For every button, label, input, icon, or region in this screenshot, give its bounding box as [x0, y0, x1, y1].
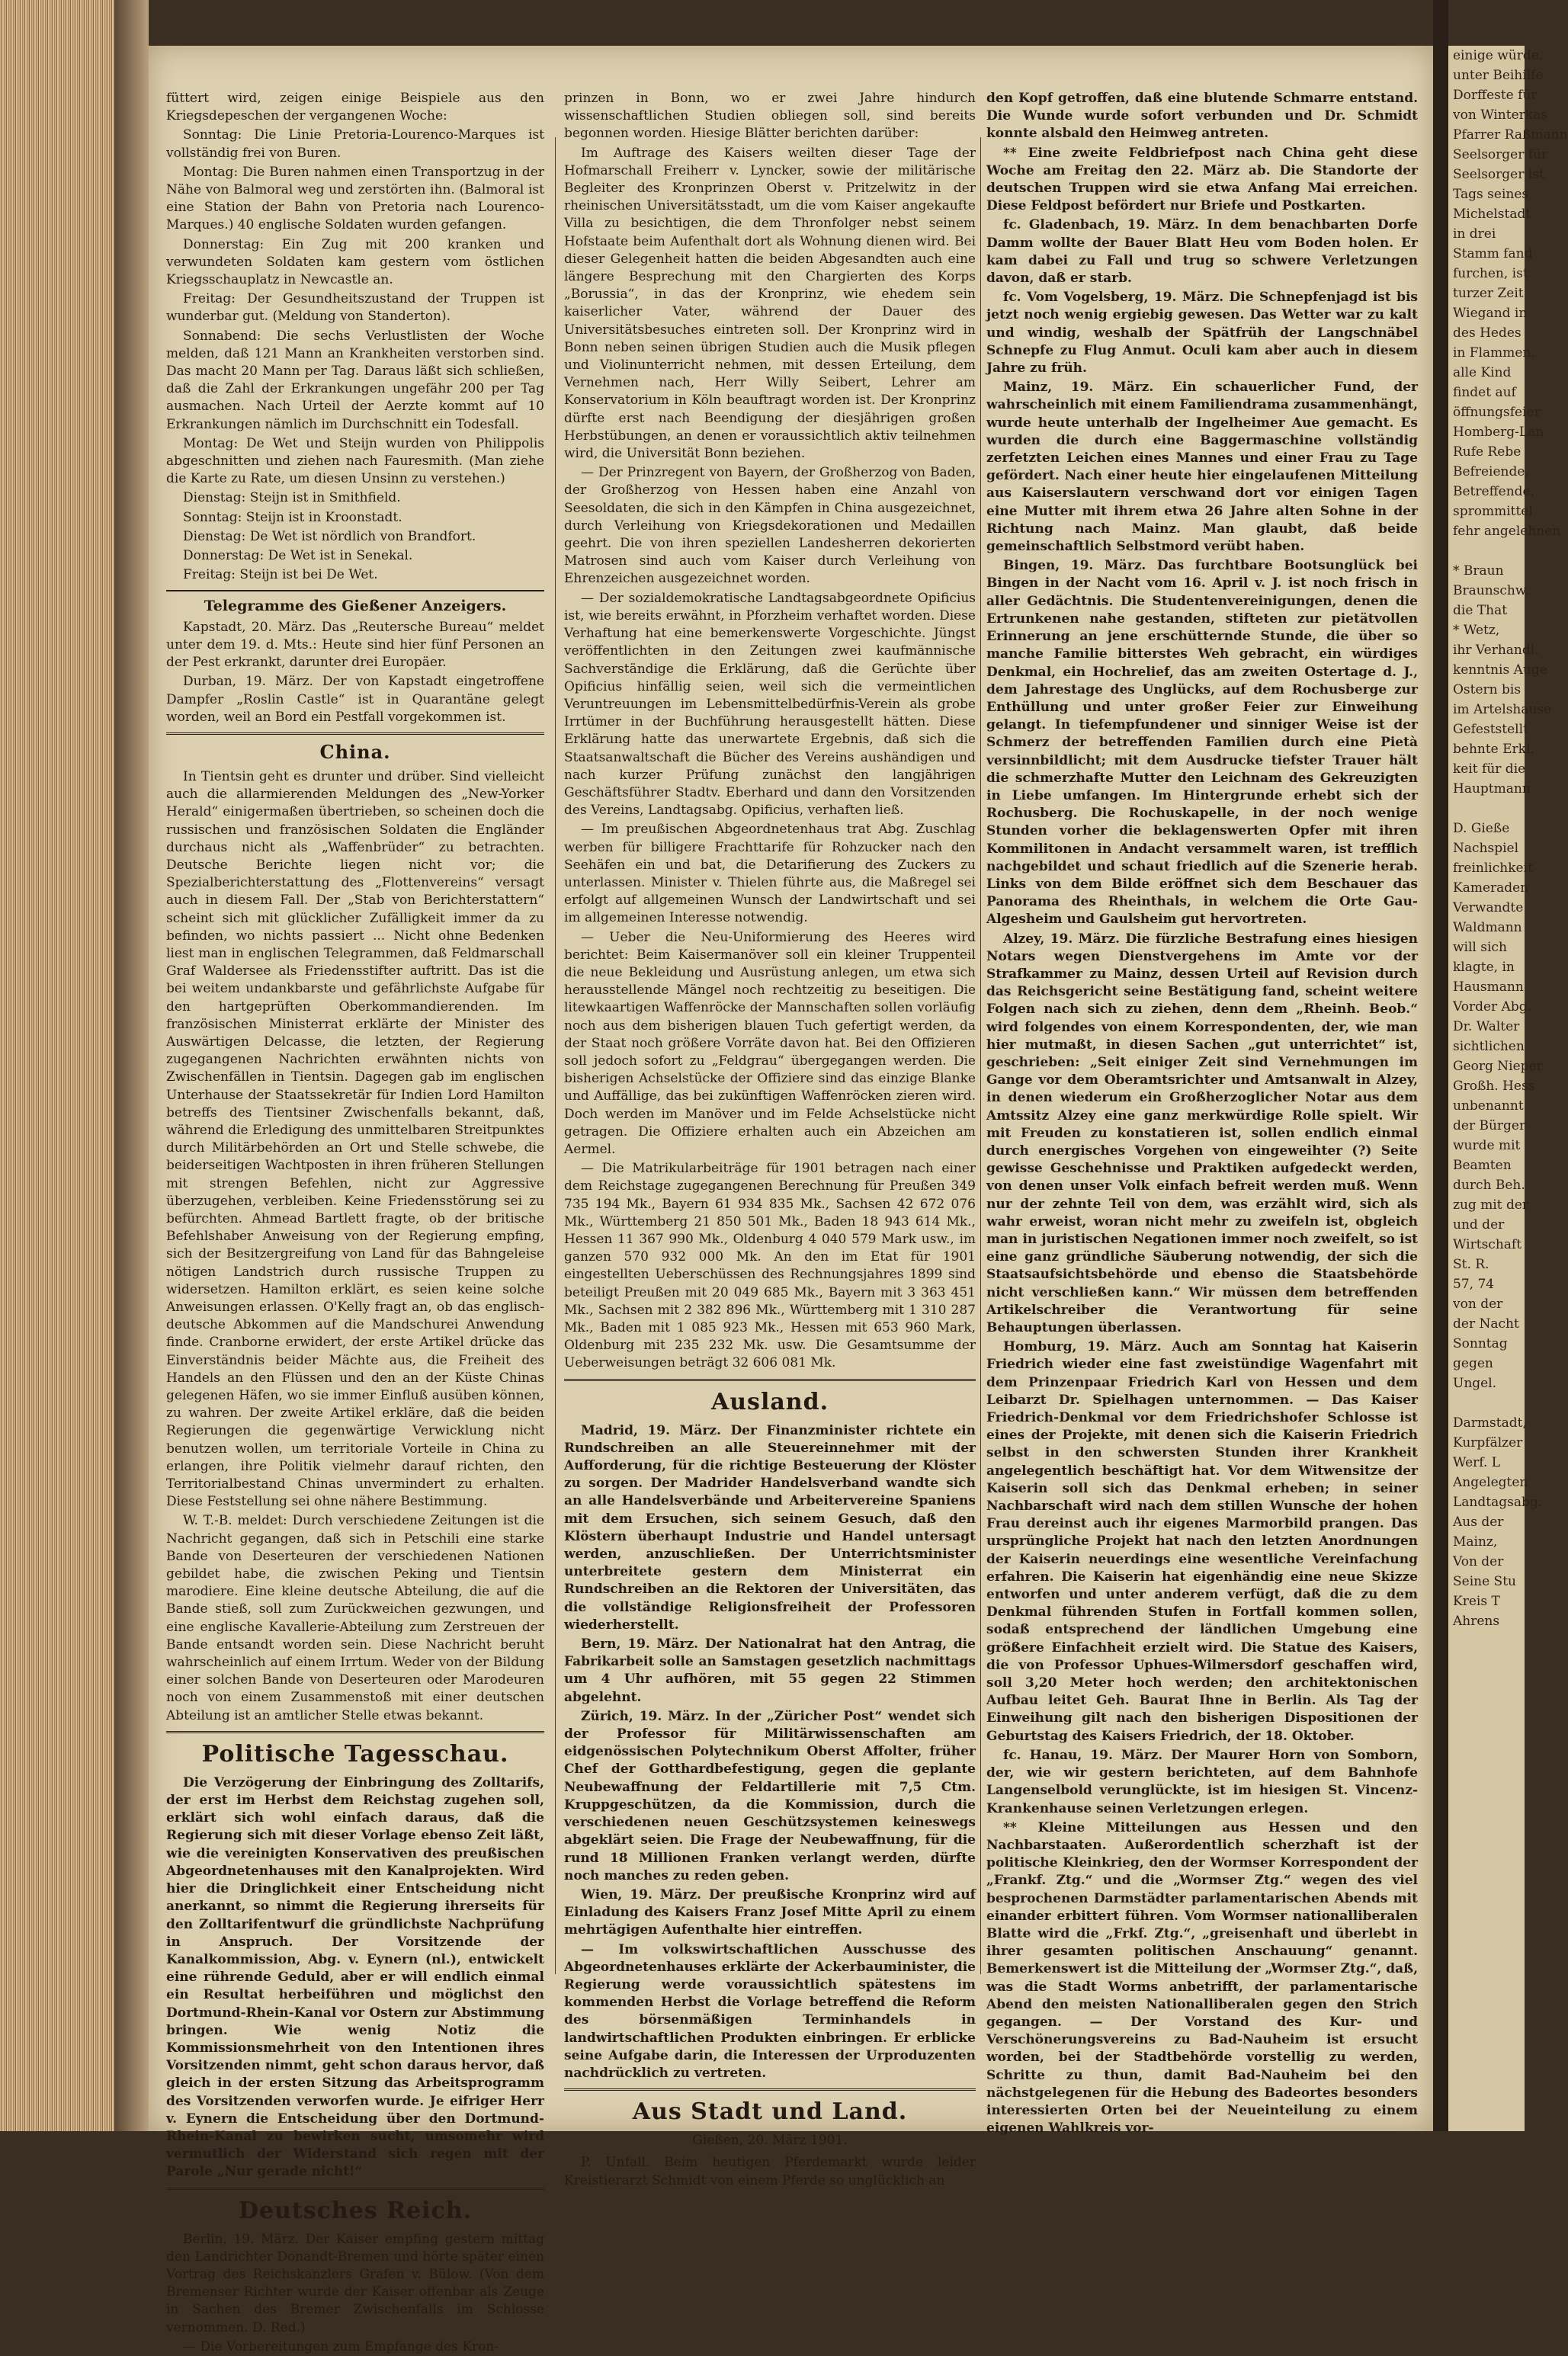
fragment-line: Ungel. [1453, 1376, 1497, 1391]
article-paragraph: Madrid, 19. März. Der Finanzminister richtete ein Rundschreiben an alle Steuereinnehmer mit der Aufforderung, für die richtige Besteuerung der Klöster zu sorgen. Der Madrider Handelsverband wandte sich an alle Handelsverbände und Arbeitervereine Spaniens mit dem Ersuchen, sich seinem Gesuch, daß den Klöstern überhaupt Industrie und Handel untersagt werden, anzuschließen. Der Unterrichtsminister unterbreitete gestern dem Ministerrat ein Rundschreiben an die Rektoren der Universitäten, das die vollständige Religionsfreiheit der Professoren wiederherstellt. [564, 1422, 976, 1633]
german-reich-heading: Deutsches Reich. [238, 2197, 473, 2224]
article-paragraph: — Die Matrikularbeiträge für 1901 betragen nach einer dem Reichstage zugegangenen Berechnung für Preußen 349 735 194 Mk., Bayern 61 934 835 Mk., Sachsen 42 672 076 Mk., Württemberg 21 850 501 Mk., Baden 18 943 614 Mk., Hessen 11 367 990 Mk., Oldenburg 4 040 579 Mark usw., im ganzen 570 932 000 Mk. An den im Etat für 1901 eingestellten Ueberschüssen des Rechnungsjahres 1899 sind beteiligt Preußen mit 20 049 685 Mk., Bayern mit 3 363 451 Mk., Sachsen mit 2 382 896 Mk., Württemberg mit 1 310 287 Mk., Baden mit 1 085 923 Mk., Hessen mit 653 960 Mark, Oldenburg mit 235 232 Mk. usw. Die Gesamtsumme der Ueberweisungen beträgt 32 606 081 Mk. [564, 1161, 976, 1371]
fragment-line: 57, 74 [1453, 1277, 1495, 1292]
article-paragraph: Wien, 19. März. Der preußische Kronprinz wird auf Einladung des Kaisers Franz Josef Mitte April zu einem mehrtägigen Aufenthalte hier eintreffen. [564, 1886, 976, 1938]
fragment-line: und der [1453, 1217, 1505, 1232]
article-paragraph: Berlin, 19. März. Der Kaiser empfing gestern mittag den Landrichter Donandt-Bremen und hörte später einen Vortrag des Reichskanzlers Grafen v. Bülow. (Von dem Bremenser Richter wurde der Kaiser offenbar als Zeuge in Sachen des Bremer Zwischenfalls im Schlosse vernommen. D. Red.) [166, 2231, 544, 2335]
article-paragraph: Freitag: Der Gesundheitszustand der Truppen ist wunderbar gut. (Meldung von Standerton). [166, 291, 544, 325]
fragment-line: ihr Verhandl. [1453, 643, 1539, 658]
article-paragraph: Sonntag: Steijn ist in Kroonstadt. [183, 509, 402, 525]
book-page-edges [0, 0, 114, 2131]
article-paragraph: Homburg, 19. März. Auch am Sonntag hat Kaiserin Friedrich wieder eine fast zweistündige Wagenfahrt mit dem Prinzenpaar Friedrich Karl von Hessen und dem Leibarzt Dr. Spielhagen unternommen. — Das Kaiser Friedrich-Denkmal vor dem Friedrichshofer Schlosse ist eines der Projekte, mit denen sich die Kaiserin Friedrich selbst in den schwersten Stunden ihrer Krankheit angelegentlich beschäftigt hat. Vor dem Witwensitze der Kaiserin soll sich das Denkmal erheben; in seiner Nachbarschaft wird nach dem stillen Wunsche der hohen Frau dereinst auch ihr eigenes Marmorbild prangen. Das ursprüngliche Projekt hat nach den letzten Anordnungen der Kaiserin neuerdings eine wesentliche Vereinfachung erfahren. Die Kaiserin hat eigenhändig eine neue Skizze entworfen und unter anderem verfügt, daß die zu dem Denkmal führenden Stufen in Fortfall kommen sollen, sodaß entsprechend der ländlichen Umgebung eine größere Einfachheit erzielt wird. Die Statue des Kaisers, die von Professor Uphues-Wilmersdorf geschaffen wird, soll 3,20 Meter hoch werden; den architektonischen Aufbau leitet Geh. Baurat Ihne in Berlin. Als Tag der Einweihung gilt nach den bisherigen Dispositionen der Geburtstag des Kaisers Friedrich, der 18. Oktober. [986, 1339, 1418, 1744]
article-paragraph: — Der Prinzregent von Bayern, der Großherzog von Baden, der Großherzog von Hessen haben eine Anzahl von Seesoldaten, die sich in den Kämpfen in China ausgezeichnet, durch Verleihung von Kriegsdekorationen und Medaillen geehrt. Die von ihren speziellen Landesherren dekorierten Matrosen sind auch vom Kaiser durch Verleihung von Ehrenzeichen ausgezeichnet worden. [564, 465, 976, 587]
fragment-line: * Wetz, [1453, 623, 1500, 638]
fragment-line: Hauptmann [1453, 781, 1531, 797]
fragment-line: Pfarrer Raßmann [1453, 127, 1568, 143]
adjacent-page-fragment [1448, 46, 1568, 2131]
fragment-line: öffnungsfeier [1453, 405, 1541, 420]
column-1 [166, 90, 544, 2354]
fragment-line: Rufe Rebe [1453, 444, 1522, 460]
article-paragraph: Donnerstag: Ein Zug mit 200 kranken und verwundeten Soldaten kam gestern vom östlichen Kriegsschauplatz in Newcastle an. [166, 236, 544, 288]
fragment-line: der Nacht [1453, 1316, 1519, 1332]
article-paragraph: — Der sozialdemokratische Landtagsabgeordnete Opificius ist, wie bereits erwähnt, in Pforzheim verhaftet worden. Diese Verhaftung hat eine bemerkenswerte Vorgeschichte. Jüngst veröffentlichten in den Zeitungen zwei kaufmännische Sachverständige die Erklärung, daß die Gerüchte über Opificius hinfällig seien, weil sich die vermeintlichen Veruntreuungen im Lebensmittelbedürfnis-Verein als grobe Irrtümer in der Buchführung herausgestellt hätten. Diese Erklärung hatte das unerwartete Ergebnis, daß sich die Staatsanwaltschaft die Bücher des Vereins aushändigen und nach kurzer Prüfung zunächst den langjährigen Geschäftsführer Stadtv. Eberhard und dann den Vorsitzenden des Vereins, Landtagsabg. Opificius, verhaften ließ. [564, 590, 976, 819]
telegrams-section [166, 619, 544, 726]
fragment-line: Gefeststellt [1453, 722, 1528, 737]
fragment-line [1448, 541, 1525, 561]
article-paragraph: Im Auftrage des Kaisers weilten dieser Tage der Hofmarschall Freiherr v. Lyncker, sowie der militärische Begleiter des Kronprinzen Oberst v. Pritzelwitz in der rheinischen Universitätsstadt, um die vom Kaiser angekaufte Villa zu besichtigen, die dem Thronfolger nebst seinem Hofstaate beim Aufenthalt dort als Wohnung dienen wird. Bei dieser Gelegenheit hatten die beiden Abgesandten auch eine längere Besprechung mit den Chargierten des Korps „Borussia“, in das der Kronprinz, wie ehedem sein kaiserlicher Vater, während der Dauer des Universitätsbesuches eintreten soll. Der Kronprinz wird in Bonn neben seinen übrigen Studien auch die Musik pflegen und Violinunterricht nehmen, mit dessen Erteilung, dem Vernehmen nach, Herr Willy Seibert, Lehrer am Konservatorium in Köln beauftragt worden ist. Der Kronprinz dürfte erst nach Beendigung der diesjährigen großen Herbstübungen, an denen er voraussichtlich aktiv teilnehmen wird, die Universität Bonn beziehen. [564, 145, 976, 462]
fragment-line: im Artelshause [1453, 702, 1552, 717]
article-paragraph: prinzen in Bonn, wo er zwei Jahre hindurch wissenschaftlichen Studien obliegen soll, sind bereits begonnen worden. Hiesige Blätter berichten darüber: [564, 91, 976, 142]
article-paragraph: Dienstag: Steijn ist in Smithfield. [183, 490, 401, 506]
fragment-line: * Braun [1453, 563, 1504, 579]
article-paragraph: Kapstadt, 20. März. Das „Reutersche Bureau“ meldet unter dem 19. d. Mts.: Heute sind hier fünf Personen an der Pest erkrankt, darunter drei Europäer. [166, 619, 544, 671]
war-dispatch-section [166, 90, 544, 584]
article-paragraph: Montag: De Wet und Steijn wurden von Philippolis abgeschnitten und ziehen nach Fauresmith. (Man ziehe die Karte zu Rate, um diesen Unsinn zu verstehen.) [166, 435, 544, 487]
fragment-line: Stamm fand [1453, 246, 1533, 261]
article-paragraph: fc. Hanau, 19. März. Der Maurer Horn von Somborn, der, wie wir gestern berichteten, auf dem Bahnhofe Langenselbold verunglückte, ist im hiesigen St. Vincenz-Krankenhause seinen Verletzungen erlegen. [986, 1747, 1418, 1816]
political-review-section [166, 1774, 544, 2181]
fragment-line: klagte, in [1453, 960, 1515, 975]
article-paragraph: Donnerstag: De Wet ist in Senekal. [183, 548, 413, 564]
article-paragraph: fc. Vom Vogelsberg, 19. März. Die Schnepfenjagd ist bis jetzt noch wenig ergiebig gewesen. Das Wetter war zu kalt und windig, weshalb der Spätfrüh der Langschnäbel Schnepfe zu Flug Anmut. Oculi kam aber auch in diesem Jahre zu früh. [986, 290, 1418, 377]
fragment-line: sprommittel [1453, 504, 1533, 519]
column-2 [564, 90, 976, 2188]
dateline: Gießen, 20. März 1901. [692, 2133, 848, 2149]
article-paragraph: In Tientsin geht es drunter und drüber. Sind vielleicht auch die allarmierenden Meldungen des „New-Yorker Herald“ einigermaßen übertrieben, so scheinen doch die russischen und französischen Soldaten die Engländer durchaus nicht als „Waffenbrüder“ zu betrachten. Deutsche Berichte liegen nicht vor; die Spezialberichterstattung des „Flottenvereins“ versagt auch in diesem Fall. Der „Stab von Berichterstattern“ scheint sich mit glücklicher Zufälligkeit immer da zu befinden, wo nichts passiert ... Nicht ohne Bedenken liest man in englischen Telegrammen, daß Feldmarschall Graf Waldersee als Friedensstifter auftritt. Das ist die bei weitem undankbarste und gefährlichste Aufgabe für den hartgeprüften Oberkommandierenden. Im französischen Ministerrat erklärte der Minister des Auswärtigen Delcasse, die letzten, der Regierung zugegangenen Nachrichten erwähnten nichts von Zwischenfällen in Tientsin. Dagegen gab im englischen Unterhause der Staatssekretär für Indien Lord Hamilton betreffs des Tientsiner Zwischenfalls bekannt, daß, während die Erledigung des unmittelbaren Streitpunktes durch Militärbehörden an Ort und Stelle schwebe, die beiderseitigen Wachtposten in ihren früheren Stellungen mit strengen Befehlen, nicht zur Aggressive überzugehen, verbleiben. Keine Friedensstörung sei zu befürchten. Ahmead Bartlett fragte, ob der britische Befehlshaber Anweisung von der Regierung empfing, sich der Besitzergreifung von Land für das Bahngeleise nötigen Landstrich durch russische Truppen zu widersetzen. Hamilton erklärt, es seien keine solche Anweisungen erlassen. O'Kelly fragt an, ob das englisch-deutsche Abkommen auf die Mandschurei Anwendung finde. Cranborne erwidert, der erste Artikel drücke das Einverständnis beider Mächte aus, die Freiheit des Handels an den Flüssen und den an der Küste Chinas gelegenen Häfen, wo sie immer Einfluß ausüben können, zu wahren. Der zweite Artikel erkläre, daß die beiden Regierungen die gegenwärtige Verwicklung nicht benutzen wollen, um territoriale Vorteile in China zu erlangen, ihre Politik vielmehr darauf richten, den Territorialbestand Chinas unvermindert zu erhalten. Diese Feststellung sei ohne nähere Bestimmung. [166, 768, 544, 1510]
fragment-line: einige würde. [1453, 48, 1544, 63]
article-paragraph: Bern, 19. März. Der Nationalrat hat den Antrag, die Fabrikarbeit solle an Samstagen gesetzlich nachmittags um 4 Uhr aufhören, mit 55 gegen 22 Stimmen abgelehnt. [564, 1636, 976, 1705]
fragment-line: Mainz, [1453, 1534, 1498, 1550]
article-paragraph: fc. Gladenbach, 19. März. In dem benachbarten Dorfe Damm wollte der Bauer Blatt Heu vom Boden holen. Er kam dabei zu Fall und trug so schwere Verletzungen davon, daß er starb. [986, 217, 1418, 287]
fragment-line: turzer Zeit [1453, 286, 1524, 301]
article-paragraph: Freitag: Steijn ist bei De Wet. [183, 567, 378, 583]
fragment-line: Angelegten [1453, 1475, 1528, 1490]
fragment-line: Beamten [1453, 1158, 1512, 1173]
fragment-line [1448, 799, 1525, 819]
article-paragraph: Mainz, 19. März. Ein schauerlicher Fund, der wahrscheinlich mit einem Familiendrama zusammenhängt, wurde heute unterhalb der Ingelheimer Aue gemacht. Es wurden die durch eine Baggermaschine vollständig zerfetzten Leichen eines Mannes und einer Frau zu Tage gefördert. Nach einer heute hier eingelaufenen Mitteilung aus Kaiserslautern verschwand dort vor einigen Tagen eine Mutter mit ihrem etwa 26 Jahre alten Sohne in der Richtung nach Mainz. Man glaubt, daß beide gemeinschaftlich Selbstmord verübt haben. [986, 380, 1418, 555]
fragment-line: Kameraden [1453, 880, 1529, 896]
article-paragraph: — Ueber die Neu-Uniformierung des Heeres wird berichtet: Beim Kaisermanöver soll ein kleiner Truppenteil die neue Bekleidung und Ausrüstung anlegen, um etwa sich herausstellende Mängel noch rechtzeitig zu beseitigen. Die litewkaartigen Waffenröcke der Mannschaften sollen vorläufig noch aus dem bisherigen blauen Tuch gefertigt werden, da der Staat noch größere Vorräte davon hat. Bei den Offizieren soll jedoch sofort zu „Feldgrau“ übergegangen werden. Die bisherigen Achselstücke der Offiziere sind das einzige Blanke und Auffällige, das bei zukünftigen Waffenröcken zieren wird. Doch werden im Manöver und im Felde Achselstücke nicht getragen. Die Offiziere erhalten auch ein Abzeichen am Aermel. [564, 929, 976, 1157]
fragment-line: Homberg-Lan [1453, 425, 1544, 440]
fragment-line: zug mit der [1453, 1197, 1529, 1213]
fragment-line: Dorffeste für [1453, 88, 1538, 103]
article-paragraph: Alzey, 19. März. Die fürzliche Bestrafung eines hiesigen Notars wegen Dienstvergehens im Amte vor der Strafkammer zu Mainz, dessen Urteil auf Revision durch das Reichsgericht seine Bestätigung fand, scheint weitere Folgen nach sich zu ziehen, denn dem „Rheinh. Beob.“ wird folgendes von einem Korrespondenten, der, wie man hier mutmaßt, in diesen Sachen „gut unterrichtet“ ist, geschrieben: „Seit einiger Zeit sind Vernehmungen im Gange vor dem Oberamtsrichter und Amtsanwalt in Alzey, in denen wiederum ein Großherzoglicher Notar aus dem Amtssitz Alzey eine ganz merkwürdige Rolle spielt. Wir mit Freuden zu konstatieren ist, sollen endlich einmal durch energisches Vorgehen von eingeweihter (?) Seite gewisse Geschehnisse und Praktiken aufgedeckt werden, von denen unser Volk einfach befreit werden muß. Wenn nur der zehnte Teil von dem, was erzählt wird, sich als wahr erweist, woran nicht mehr zu zweifeln ist, obgleich man in juristischen Negationen immer noch zweifelt, so ist eine ganz gründliche Säuberung notwendig, der sich die Staatsaufsichtsbehörde und ebenso die Staatsbehörde nicht verschließen kann.“ Wir müssen dem betreffenden Artikelschreiber die Verantwortung für seine Behauptungen überlassen. [986, 931, 1418, 1336]
section-divider [564, 1379, 976, 1381]
fragment-line: D. Gieße [1453, 821, 1510, 836]
section-divider [166, 2188, 544, 2190]
article-paragraph: Durban, 19. März. Der von Kapstadt eingetroffene Dampfer „Roslin Castle“ ist in Quarantäne gelegt worden, weil an Bord ein Pestfall vorgekommen ist. [166, 674, 544, 725]
article-paragraph: P. Unfall. Beim heutigen Pferdemarkt wurde leider Kreistierarzt Schmidt von einem Pferde so unglücklich an [564, 2155, 976, 2188]
fragment-line: Werf. L [1453, 1455, 1501, 1470]
article-paragraph: füttert wird, zeigen einige Beispiele aus den Kriegsdepeschen der vergangenen Woche: [166, 91, 544, 124]
fragment-line: Ostern bis [1453, 682, 1522, 697]
section-divider [166, 590, 544, 591]
fragment-line: unter Beihilfe [1453, 68, 1544, 83]
crown-prince-and-news-section [564, 90, 976, 1373]
section-divider [166, 1731, 544, 1733]
fragment-line: Seelsorger ist [1453, 167, 1544, 182]
fragment-line: fehr angelehnen [1453, 524, 1561, 539]
fragment-line: Seine Stu [1453, 1574, 1516, 1589]
fragment-line: behnte Erkl. [1453, 742, 1534, 757]
fragment-line [1448, 1393, 1525, 1413]
fragment-line: in Flammen. [1453, 345, 1535, 361]
fragment-line: Landtagsabg. [1453, 1495, 1543, 1510]
fragment-line: will sich [1453, 940, 1507, 955]
article-paragraph: — Im volkswirtschaftlichen Ausschusse des Abgeordnetenhauses erklärte der Ackerbauminister, die Regierung werde voraussichtlich spätestens im kommenden Herbst die Vorlage betreffend die Reform des börsenmäßigen Terminhandels in landwirtschaftlichen Produkten einbringen. Er erblicke seine Aufgabe darin, die Interessen der Urproduzenten nachdrücklich zu vertreten. [564, 1941, 976, 2081]
fragment-line: sichtlichen [1453, 1039, 1525, 1054]
fragment-line: von Winterkas [1453, 107, 1547, 123]
german-reich-section [166, 2231, 544, 2356]
fragment-line: in drei [1453, 226, 1496, 242]
article-paragraph: Montag: Die Buren nahmen einen Transportzug in der Nähe von Balmoral weg und zerstörten ihn. (Balmoral ist eine Station der Bahn von Pretoria nach Lourenco-Marques.) 40 englische Soldaten wurden gefangen. [166, 164, 544, 233]
china-heading: China. [319, 740, 391, 763]
fragment-line: Braunschw. [1453, 583, 1529, 598]
fragment-line: keit für die [1453, 761, 1526, 777]
column-3 [986, 90, 1418, 2136]
page-divider-shadow [1433, 0, 1448, 2131]
book-gutter [114, 0, 149, 2131]
article-paragraph: Zürich, 19. März. In der „Züricher Post“ wendet sich der Professor für Militärwissenschaften am eidgenössischen Polytechnikum Oberst Affolter, früher Chef der Gotthardbefestigung, gegen die geplante Neubewaffnung der Feldartillerie mit 7,5 Ctm. Kruppgeschützen, da die Kommission, durch die verschiedenen neuen Geschützsystemen keineswegs abgeklärt seien. Die Frage der Neubewaffnung, für die rund 18 Millionen Franken verlangt werden, dürfte noch manches zu reden geben. [564, 1708, 976, 1883]
fragment-line: furchen, ist [1453, 266, 1528, 281]
fragment-line: Seelsorger für [1453, 147, 1548, 162]
fragment-line: Aus der [1453, 1515, 1504, 1530]
fragment-line: der Bürger [1453, 1118, 1526, 1133]
article-paragraph: Sonnabend: Die sechs Verlustlisten der Woche melden, daß 121 Mann an Krankheiten verstorben sind. Das macht 20 Mann per Tag. Daraus läßt sich schließen, daß die Zahl der Erkrankungen ungefähr 200 per Tag ausmachen. Nach Urteil der Aerzte kommt auf 10 Erkrankungen nämlich im Durchschnitt ein Todesfall. [166, 328, 544, 432]
fragment-line: Kreis T [1453, 1594, 1500, 1609]
telegrams-heading: Telegramme des Gießener Anzeigers. [204, 598, 507, 615]
section-divider [166, 732, 544, 735]
fragment-line: Michelstadt [1453, 207, 1531, 222]
china-section [166, 768, 544, 1725]
fragment-line: Darmstadt, [1453, 1415, 1527, 1431]
section-divider [564, 2088, 976, 2091]
article-paragraph: Die Verzögerung der Einbringung des Zolltarifs, der erst im Herbst dem Reichstag zugehen soll, erklärt sich wohl einfach daraus, daß die Regierung sich mit dieser Vorlage ebenso Zeit läßt, wie die vereinigten Konservativen des preußischen Abgeordnetenhauses mit den Kanalprojekten. Wird hier die Dringlichkeit einer Entscheidung nicht anerkannt, so nimmt die Regierung ihrerseits für den Zolltarifentwurf die gründlichste Nachprüfung in Anspruch. Der Vorsitzende der Kanalkommission, Abg. v. Eynern (nl.), entwickelt eine rührende Geduld, aber er will endlich einmal ein Resultat herbeiführen und möglichst den Dortmund-Rhein-Kanal vor Ostern zur Abstimmung bringen. Wie wenig Notiz die Kommissionsmehrheit von den Intentionen ihres Vorsitzenden nimmt, geht schon daraus hervor, daß gleich in der ersten Sitzung das Arbeitsprogramm des Vorsitzenden verworfen wurde. Je eifriger Herr v. Eynern die Entscheidung über den Dortmund-Rhein-Kanal zu bewirken sucht, umsomehr wird vermutlich der Widerstand sich regen mit der Parole „Nur gerade nicht!“ [166, 1774, 544, 2180]
fragment-line: Dr. Walter [1453, 1019, 1520, 1034]
fragment-line: Georg Nieper [1453, 1059, 1543, 1074]
regional-news-section [986, 90, 1418, 2137]
article-paragraph: Bingen, 19. März. Das furchtbare Bootsunglück bei Bingen in der Nacht vom 16. April v. J. ist noch frisch in aller Gedächtnis. Die Studentenvereinigungen, denen die Ertrunkenen nahe gestanden, stifteten zur pietätvollen Erinnerung an jene erschütternde Stunde, die über so manche Familie bitterstes Weh gebracht, ein würdiges Denkmal, ein Hochrelief, das am zweiten Ostertage d. J., dem Jahrestage des Unglücks, auf dem Rochusberge zur Enthüllung und unter großer Feier zur Einweihung gelangt. In tiefempfundener und sinniger Weise ist der Schmerz der betreffenden Familien durch eine Pietà versinnbildlicht; mit dem Ausdrucke tiefster Trauer hält die schmerzhafte Mutter den Leichnam des Gekreuzigten in Liebe umfangen. Im Hintergrunde erhebt sich der Rochusberg. Die Rochuskapelle, in der noch wenige Stunden vorher die beklagenswerten Opfer mit ihren Kommilitonen in Andacht versammelt waren, ist trefflich nachgebildet und schaut friedlich auf die Szenerie herab. Links von dem Bilde eröffnet sich dem Beschauer das Panorama des Rheinthals, in welchem die Orte Gau-Algesheim und Gaulsheim gut hervortreten. [986, 558, 1418, 928]
article-paragraph: ** Kleine Mitteilungen aus Hessen und den Nachbarstaaten. Außerordentlich scherzhaft ist der politische Kleinkrieg, den der Wormser Korrespondent der „Frankf. Ztg.“ und die „Wormser Ztg.“ wegen des viel besprochenen Darmstädter parlamentarischen Abends mit einander erbittert führen. Vom Wormser nationalliberalen Blatte wird die „Frkf. Ztg.“, „greisenhaft und überlebt in ihrer gesamten politischen Anschauung“ genannt. Bemerkenswert ist die Mitteilung der „Wormser Ztg.“, daß, was die Stadt Worms anbetrifft, der parlamentarische Abend den meisten Nationalliberalen gegen den Strich gegangen. — Der Vorstand des Kur- und Verschönerungsvereins zu Bad-Nauheim ist ersucht worden, bei der Stadtbehörde vorstellig zu werden, Schritte zu thun, damit Bad-Nauheim bei den nächstgelegenen für die Hebung des Badeortes besonders interessierten Orten bei der Neueinteilung zu einem eigenen Wahlkreis vor- [986, 1819, 1418, 2136]
fragment-line: Nachspiel [1453, 841, 1519, 856]
column-rule [555, 137, 556, 1974]
fragment-line: Waldmann [1453, 920, 1522, 935]
fragment-line: Tags seines [1453, 187, 1529, 202]
fragment-line: die That [1453, 603, 1508, 618]
fragment-line: Großh. Hess [1453, 1079, 1535, 1094]
fragment-line: Befreiende, [1453, 464, 1529, 479]
city-and-country-heading: Aus Stadt und Land. [632, 2098, 908, 2126]
fragment-line: Hausmann [1453, 979, 1524, 995]
fragment-line: durch Beh. [1453, 1178, 1525, 1193]
fragment-line: Kurpfälzer [1453, 1435, 1523, 1450]
fragment-line: Ahrens [1453, 1614, 1500, 1629]
fragment-line: alle Kind [1453, 365, 1512, 380]
fragment-line: gegen [1453, 1356, 1493, 1371]
article-paragraph: — Die Vorbereitungen zum Empfange des Kron- [183, 2338, 499, 2354]
fragment-line: Vorder Abg. [1453, 999, 1531, 1015]
column-rule [980, 137, 981, 1974]
fragment-line: St. R. [1453, 1257, 1489, 1272]
article-paragraph: W. T.-B. meldet: Durch verschiedene Zeitungen ist die Nachricht gegangen, daß sich in Petschili eine starke Bande von Deserteuren der verschiedenen Nationen gebildet habe, die zwischen Peking und Tientsin marodiere. Eine kleine deutsche Abteilung, die auf die Bande stieß, soll zum Zurückweichen gezwungen, und eine englische Kavallerie-Abteilung zum Zerstreuen der Bande entsandt worden sein. Diese Nachricht beruht wahrscheinlich auf einem Irrtum. Weder von der Bildung einer solchen Bande von Deserteuren oder Marodeuren noch von einem Zusammenstoß mit einer deutschen Abteilung ist an amtlicher Stelle etwas bekannt. [166, 1513, 544, 1723]
article-paragraph: ** Eine zweite Feldbriefpost nach China geht diese Woche am Freitag den 22. März ab. Die Standorte der deutschen Truppen wird sie etwa Anfang Mai erreichen. Diese Feldpost befördert nur Briefe und Postkarten. [986, 145, 1418, 214]
fragment-line: findet auf [1453, 385, 1516, 400]
article-paragraph: Dienstag: De Wet ist nördlich von Brandfort. [183, 528, 476, 544]
fragment-line: kenntnis Auge [1453, 662, 1547, 678]
fragment-line: von der [1453, 1297, 1503, 1312]
fragment-line: Wiegand in [1453, 306, 1528, 321]
fragment-line: Sonntag [1453, 1336, 1508, 1351]
fragment-line: Von der [1453, 1554, 1504, 1569]
article-paragraph: Sonntag: Die Linie Pretoria-Lourenco-Marques ist vollständig frei von Buren. [166, 127, 544, 161]
fragment-line: Wirtschaft [1453, 1237, 1522, 1252]
abroad-section [564, 1422, 976, 2083]
city-and-country-section [564, 2154, 976, 2189]
fragment-line: Verwandte [1453, 900, 1524, 915]
abroad-heading: Ausland. [710, 1388, 829, 1415]
fragment-line: freinlichkeit [1453, 861, 1533, 876]
article-paragraph: — Im preußischen Abgeordnetenhaus trat Abg. Zuschlag werben für billigere Frachttarife für Rohzucker nach den Seehäfen ein und bat, die Detarifierung des Zuckers zu unterlassen. Minister v. Thielen führte aus, die Maßregel sei erfolgt auf allgemeinen Wunsch der Landwirtschaft und sei im allgemeinen Interesse notwendig. [564, 822, 976, 926]
fragment-line: Betreffende, [1453, 484, 1535, 499]
article-paragraph: den Kopf getroffen, daß eine blutende Schmarre entstand. Die Wunde wurde sofort verbunden und Dr. Schmidt konnte alsbald den Heimweg antreten. [986, 91, 1418, 142]
fragment-line: unbenannt [1453, 1098, 1524, 1114]
fragment-line: wurde mit [1453, 1138, 1521, 1153]
political-review-heading: Politische Tagesschau. [201, 1740, 509, 1768]
fragment-line: des Hedes [1453, 325, 1522, 341]
